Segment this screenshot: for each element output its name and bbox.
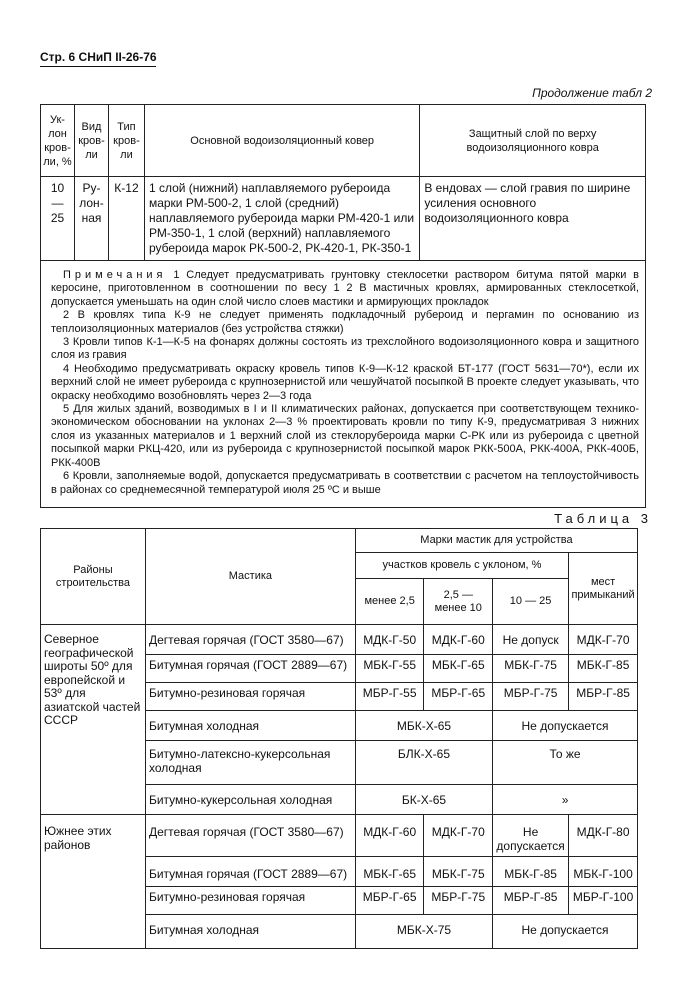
cell-mastic: Битумно-латексно-кукерсольная холодная <box>145 741 355 785</box>
cell-kind: Ру-лон-ная <box>74 177 108 261</box>
cell-mastic: Битумно-кукерсольная холодная <box>145 785 355 815</box>
table-2-continuation <box>40 104 646 508</box>
note-1: Примечания 1 Следует предусматривать грунтовку стеклосетки раствором битума пятой марки в керосине, приготовленном в соотношении по весу 1 2 В мастичных кровлях, армированных стеклосеткой, допускается уменьшать на один слой число слоев мастики и армирующих прокладок <box>51 269 640 308</box>
cell-not-allowed: Не допускается <box>493 915 638 949</box>
note-5: 5 Для жилых зданий, возводимых в I и II климатических районах, допускается при соответствующем технико-экономическом обосновании на уклонах 2—3 % проектировать кровли по типу К-9, предусматривая 3 нижних слоя из указанных материалов и 1 верхний слой из стеклорубероида марки С-РК или из рубероида с цветной посыпкой марки РКЦ-420, или из рубероида с крупнозернистой посыпкой марок РКК-500А, РКК-400А, РКК-400Б, РКК-400В <box>51 403 639 469</box>
cell-mark: МБК-Г-85 <box>493 857 569 887</box>
cell-mark: МБР-Г-55 <box>355 683 424 711</box>
header-junctions: мест примыканий <box>569 553 638 625</box>
header-slope-2: 2,5 — менее 10 <box>424 579 493 625</box>
cell-mark-merged: БЛК-Х-65 <box>355 741 492 785</box>
table-row <box>41 815 638 857</box>
header-marks-group: Марки мастик для устройства <box>355 529 637 553</box>
header-region: Районы строительства <box>41 529 146 625</box>
cell-mark: Не допуск <box>493 625 569 655</box>
header-mastic: Мастика <box>145 529 355 625</box>
cell-mastic: Битумная холодная <box>145 915 355 949</box>
cell-mastic: Битумно-резиновая горячая <box>145 683 355 711</box>
cell-mark: МБК-Г-85 <box>569 655 638 683</box>
cell-slope: 10 — 25 <box>41 177 75 261</box>
table-3 <box>40 528 638 949</box>
cell-mark: МДК-Г-80 <box>569 815 638 857</box>
cell-not-allowed: Не допускается <box>493 815 569 857</box>
header-kind: Вид кров-ли <box>74 105 108 177</box>
cell-mark: МБК-Г-75 <box>493 655 569 683</box>
cell-mastic: Дегтевая горячая (ГОСТ 3580—67) <box>145 625 355 655</box>
cell-mastic: Дегтевая горячая (ГОСТ 3580—67) <box>145 815 355 857</box>
header-underline <box>40 66 156 67</box>
cell-mark: МДК-Г-50 <box>355 625 424 655</box>
header-type: Тип кров-ли <box>108 105 144 177</box>
header-slope-1: менее 2,5 <box>355 579 424 625</box>
cell-mark: МДК-Г-70 <box>424 815 493 857</box>
cell-mastic: Битумная холодная <box>145 711 355 741</box>
cell-mark-merged: БК-Х-65 <box>355 785 492 815</box>
page-header: Стр. 6 СНиП II-26-76 <box>40 50 157 64</box>
table-row <box>41 177 646 261</box>
cell-mark: МБР-Г-85 <box>569 683 638 711</box>
cell-ditto: » <box>493 785 638 815</box>
region-south: Южнее этих районов <box>41 815 146 949</box>
region-north: Северное географической широты 50º для европейской и 53º для азиатской частей СССР <box>41 625 146 815</box>
header-main-layer: Основной водоизоляционный ковер <box>144 105 419 177</box>
cell-mark: МБК-Г-65 <box>355 857 424 887</box>
cell-mark: МБК-Г-55 <box>355 655 424 683</box>
table-3-title: Таблица 3 <box>554 511 652 526</box>
header-slope-3: 10 — 25 <box>493 579 569 625</box>
notes-label: Примечания <box>63 269 167 281</box>
cell-mark: МБК-Г-100 <box>569 857 638 887</box>
table-notes <box>41 261 646 508</box>
cell-mark: МДК-Г-60 <box>424 625 493 655</box>
cell-type: К-12 <box>108 177 144 261</box>
cell-mark: МБР-Г-75 <box>424 887 493 915</box>
cell-mark: МДК-Г-60 <box>355 815 424 857</box>
cell-protective-layer: В ендовах — слой гравия по ширине усиления основного водоизоляционного ковра <box>420 177 646 261</box>
note-6: 6 Кровли, заполняемые водой, допускается предусматривать в соответствии с расчетом на теплоустойчивость в районах со среднемесячной температурой июля 25 ºС и выше <box>51 470 639 496</box>
table-row <box>41 625 638 655</box>
cell-main-layer: 1 слой (нижний) наплавляемого рубероида марки РМ-500-2, 1 слой (средний) наплавляемого рубероида марки РМ-420-1 или РМ-350-1, 1 слой (верхний) наплавляемого рубероида марок РК-500-2, РК-420-1, РК-350-1 <box>144 177 419 261</box>
cell-mark-merged: МБК-Х-65 <box>355 711 492 741</box>
header-slope: Ук-лон кров-ли, % <box>41 105 75 177</box>
cell-mark: МБР-Г-65 <box>355 887 424 915</box>
cell-mark: МБР-Г-100 <box>569 887 638 915</box>
cell-mastic: Битумная горячая (ГОСТ 2889—67) <box>145 655 355 683</box>
note-4: 4 Необходимо предусматривать окраску кровель типов К-9—К-12 краской БТ-177 (ГОСТ 5631—70*), если их верхний слой не имеет рубероида с крупнозернистой или чешуйчатой посыпкой В проекте следует указывать, что окраску необходимо возобновлять через 2—3 года <box>51 362 639 402</box>
note-2: 2 В кровлях типа К-9 не следует применять подкладочный рубероид и пергамин по основанию из теплоизоляционных материалов (без устройства стяжки) <box>51 309 639 335</box>
cell-same: То же <box>493 741 638 785</box>
cell-mark: МБР-Г-65 <box>424 683 493 711</box>
table-continuation-label: Продолжение табл 2 <box>532 86 652 100</box>
cell-mark: МБР-Г-85 <box>493 887 569 915</box>
cell-not-allowed: Не допускается <box>493 711 638 741</box>
cell-mastic: Битумная горячая (ГОСТ 2889—67) <box>145 857 355 887</box>
cell-mark: МБР-Г-75 <box>493 683 569 711</box>
cell-mark: МДК-Г-70 <box>569 625 638 655</box>
cell-mastic: Битумно-резиновая горячая <box>145 887 355 915</box>
header-slopes: участков кровель с уклоном, % <box>355 553 568 579</box>
cell-mark: МБК-Г-65 <box>424 655 493 683</box>
cell-mark-merged: МБК-Х-75 <box>355 915 492 949</box>
header-protective-layer: Защитный слой по верху водоизоляционного ковра <box>420 105 646 177</box>
cell-mark: МБК-Г-75 <box>424 857 493 887</box>
note-3: 3 Кровли типов К-1—К-5 на фонарях должны состоять из трехслойного водоизоляционного ковра и защитного слоя из гравия <box>51 336 639 362</box>
